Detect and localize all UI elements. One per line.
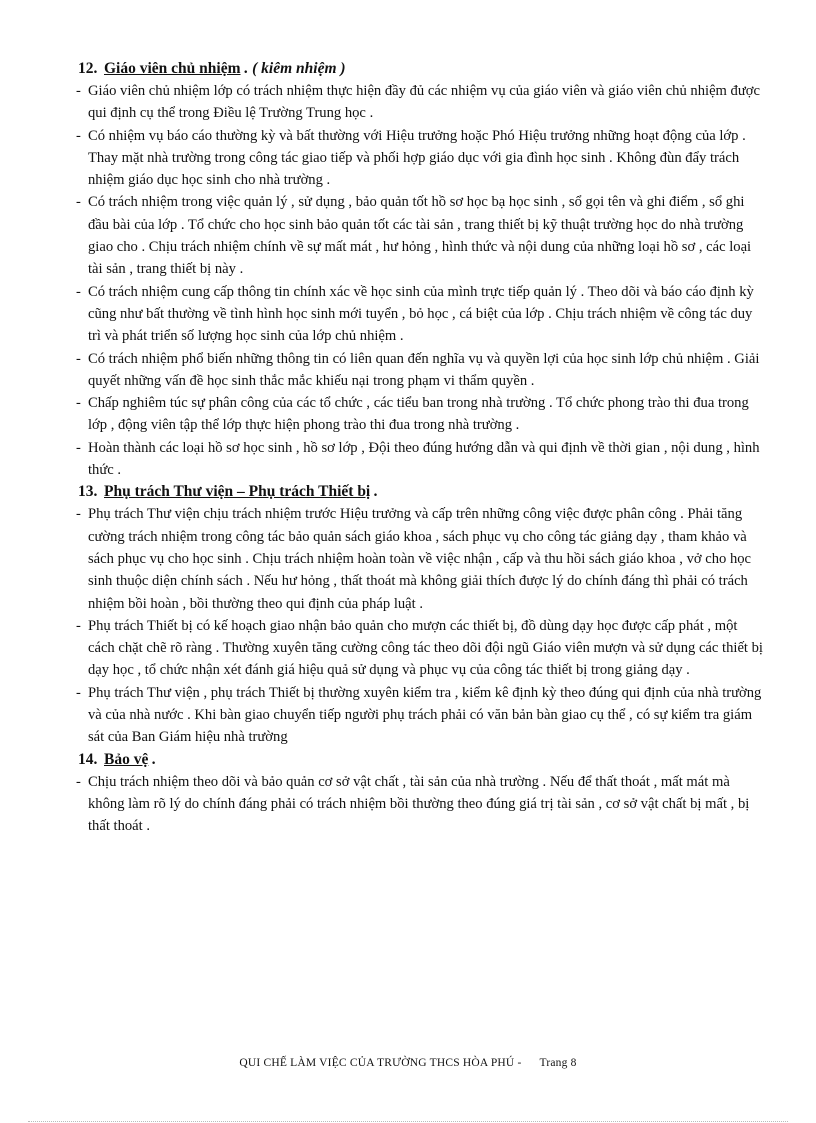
section-title: Giáo viên chủ nhiệm — [104, 60, 241, 77]
page-divider — [28, 1121, 788, 1122]
list-item: - Chấp nghiêm túc sự phân công của các tổ chức , các tiểu ban trong nhà trường . Tổ chức phong trào thi đua trong lớp , động viên tập thể lớp thực hiện phong trào thi đua trong nhà trường . — [76, 395, 749, 434]
list-item: - Giáo viên chủ nhiệm lớp có trách nhiệm thực hiện đầy đủ các nhiệm vụ của giáo viên và giáo viên chủ nhiệm được qui định cụ thể trong Điều lệ Trường Trung học . — [76, 83, 760, 122]
section-heading-12 — [76, 58, 766, 80]
list-item: - Hoàn thành các loại hồ sơ học sinh , hồ sơ lớp , Đội theo đúng hướng dẫn và qui định về thời gian , nội dung , hình thức . — [76, 439, 760, 479]
section-number: 14. — [78, 750, 98, 768]
list-item: - Có trách nhiệm phổ biến những thông tin có liên quan đến nghĩa vụ và quyền lợi của học sinh lớp chủ nhiệm . Giải quyết những vấn đề học sinh thắc mắc khiếu nại trong phạm vi thẩm quyền . — [76, 350, 760, 389]
section-title: Phụ trách Thư viện – Phụ trách Thiết bị — [104, 483, 371, 501]
footer-text: QUI CHẾ LÀM VIỆC CỦA TRƯỜNG THCS HÒA PHÚ - — [239, 1057, 522, 1069]
section-note: . ( kiêm nhiệm ) — [240, 60, 346, 77]
section-title: Bảo vệ — [104, 750, 149, 768]
list-item: - Phụ trách Thư viện chịu trách nhiệm trước Hiệu trưởng và cấp trên những công việc được phân công . Phải tăng cường trách nhiệm trong công tác bảo quản sách giáo khoa , sách phục vụ cho công tác giảng dạy , tham khảo và sách phục vụ cho học sinh . Chịu trách nhiệm hoàn toàn về việc nhận , cấp và thu hồi sách giáo khoa , vở cho học sinh thuộc diện chính sách . Nếu hư hỏng , thất thoát mà không giải thích được lý do chính đáng thì phải có trách nhiệm bồi hoàn , bồi thường theo qui định của pháp luật . — [76, 506, 752, 612]
list-item: - Có trách nhiệm trong việc quản lý , sử dụng , bảo quản tốt hồ sơ học bạ học sinh , sổ gọi tên và ghi điểm , sổ ghi đầu bài của lớp . Tổ chức cho học sinh bảo quản tốt các tài sản , trang thiết bị kỹ thuật trường học do nhà trường giao cho . Chịu trách nhiệm chính về sự mất mát , hư hỏng , hình thức và nội dung của những loại hồ sơ , các loại tài sản , trang thiết bị này . — [76, 194, 752, 278]
list-item: - Có trách nhiệm cung cấp thông tin chính xác về học sinh của mình trực tiếp quản lý . Theo dõi và báo cáo định kỳ cũng như bất thường về tình hình học sinh mới tuyển , bỏ học , cá biệt của lớp . Chịu trách nhiệm về công tác duy trì và phát triển số lượng học sinh của lớp chủ nhiệm . — [76, 283, 754, 345]
list-item: - Phụ trách Thiết bị có kế hoạch giao nhận bảo quản cho mượn các thiết bị, đồ dùng dạy học được cấp phát , một cách chặt chẽ rõ ràng . Thường xuyên tăng cường công tác theo dõi đội ngũ Giáo viên mượn và sử dụng các thiết bị dạy học , tổ chức nhận xét đánh giá hiệu quả sử dụng và phục vụ của công tác thiết bị trong giảng dạy . — [76, 617, 763, 679]
section-number: 12. — [78, 60, 98, 77]
section-note: . — [148, 750, 157, 768]
page-footer — [0, 1057, 816, 1069]
page-content — [76, 58, 766, 838]
list-item: - Chịu trách nhiệm theo dõi và bảo quản cơ sở vật chất , tài sản của nhà trường . Nếu để thất thoát , mất mát mà không làm rõ lý do chính đáng phải có trách nhiệm bồi thường theo đúng giá trị tài sản , cơ sở vật chất bị mất , bị thất thoát . — [76, 773, 750, 835]
section-heading-13 — [76, 481, 766, 503]
list-item: - Có nhiệm vụ báo cáo thường kỳ và bất thường với Hiệu trưởng hoặc Phó Hiệu trưởng những hoạt động của lớp . Thay mặt nhà trường trong công tác giao tiếp và phối hợp giáo dục với gia đình học sinh . Không đùn đẩy trách nhiệm giáo dục học sinh cho nhà trường . — [76, 127, 746, 189]
section-note: . — [370, 483, 378, 501]
list-item: - Phụ trách Thư viện , phụ trách Thiết bị thường xuyên kiểm tra , kiểm kê định kỳ theo đúng qui định của nhà trường và của nhà nước . Khi bàn giao chuyển tiếp người phụ trách phải có văn bản bàn giao cụ thể , có sự kiểm tra giám sát của Ban Giám hiệu nhà trường — [76, 684, 762, 746]
section-heading-14 — [76, 749, 766, 771]
page-number: Trang 8 — [539, 1057, 577, 1069]
section-number: 13. — [78, 483, 98, 501]
